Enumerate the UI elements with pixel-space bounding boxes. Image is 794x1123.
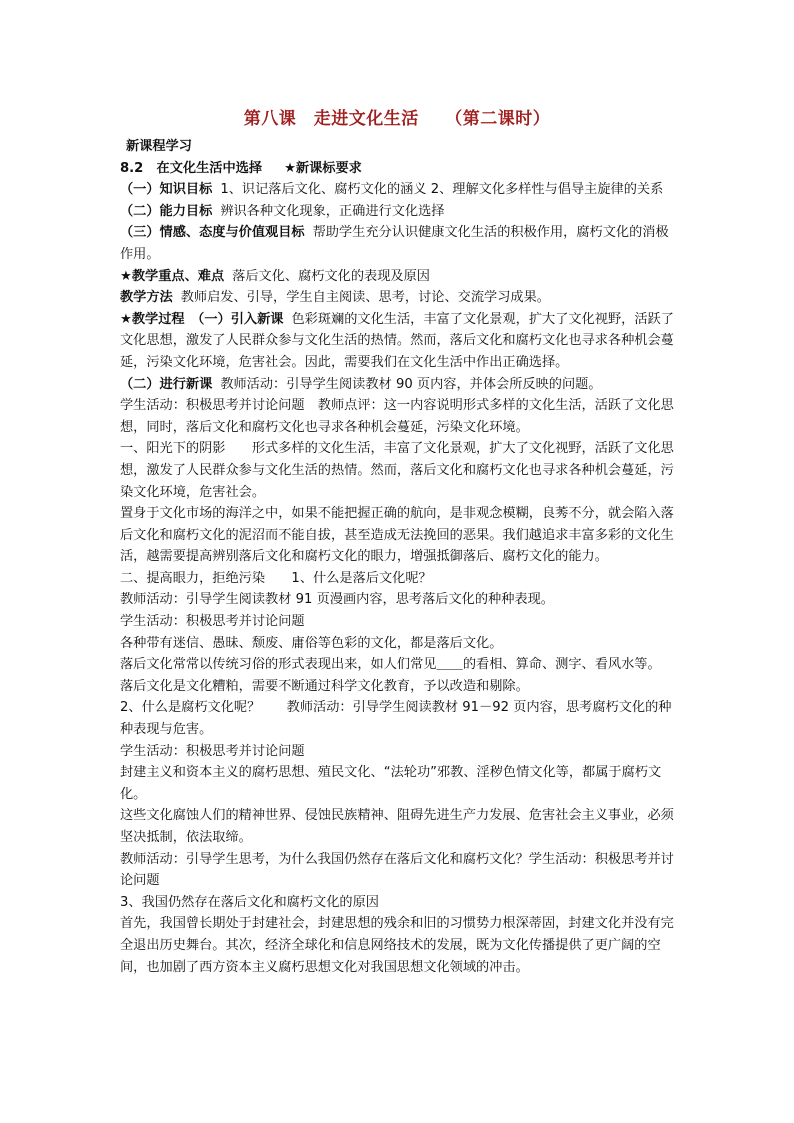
ability-goal: [120, 201, 680, 223]
paragraph: 教师活动：引导学生阅读教材 91 页漫画内容，思考落后文化的种种表现。: [120, 592, 554, 608]
section-heading: [120, 158, 680, 180]
section-requirement: ★新课标要求: [284, 160, 362, 176]
paragraph: 教师活动：引导学生思考，为什么我国仍然存在落后文化和腐朽文化？学生活动：积极思考并讨论问题: [120, 851, 674, 889]
new-lesson-head: （二）进行新课: [120, 376, 213, 392]
key-points-text: 落后文化、腐朽文化的表现及原因: [232, 268, 430, 284]
teaching-process: [120, 309, 680, 374]
paragraph: 置身于文化市场的海洋之中，如果不能把握正确的航向，是非观念模糊，良莠不分，就会陷入落后文化和腐朽文化的泥沼而不能自拔，甚至造成无法挽回的恶果。我们越追求丰富多彩的文化生活，越需要提高辨别落后文化和腐朽文化的眼力，增强抵御落后、腐朽文化的能力。: [120, 506, 674, 565]
paragraph: 学生活动：积极思考并讨论问题 教师点评：这一内容说明形式多样的文化生活，活跃了文化思想，同时，落后文化和腐朽文化也寻求各种机会蔓延，污染文化环境。: [120, 398, 674, 435]
knowledge-goal-text: 1、识记落后文化、腐朽文化的涵义 2、理解文化多样性与倡导主旋律的关系: [220, 182, 664, 198]
key-points: [120, 266, 680, 288]
emotion-goal-text: 帮助学生充分认识健康文化生活的积极作用，腐朽文化的消极作用。: [120, 225, 669, 262]
paragraph: 3、我国仍然存在落后文化和腐朽文化的原因: [120, 894, 379, 910]
teaching-method-head: 教学方法: [120, 290, 173, 306]
document-body: [120, 136, 680, 978]
paragraph: 二、提高眼力，拒绝污染 1、什么是落后文化呢？: [120, 570, 432, 586]
knowledge-goal: [120, 179, 680, 201]
teaching-process-text: 色彩斑斓的文化生活，丰富了文化景观，扩大了文化视野，活跃了文化思想，激发了人民群众参与文化生活的热情。然而，落后文化和腐朽文化也寻求各种机会蔓延，污染文化环境，危害社会。因此，需要我们在文化生活中作出正确选择。: [120, 311, 674, 370]
new-lesson: [120, 374, 680, 396]
teaching-method: [120, 287, 680, 309]
page-title: 第八课 走进文化生活 （第二课时）: [243, 109, 551, 129]
paragraph: 落后文化是文化糟粕，需要不断通过科学文化教育，予以改造和剔除。: [120, 678, 529, 694]
paragraph: 2、什么是腐朽文化呢？ 教师活动：引导学生阅读教材 91－92 页内容，思考腐朽文化的种种表现与危害。: [120, 700, 672, 738]
teaching-process-head: ★教学过程 （一）引入新课: [120, 311, 284, 327]
paragraph: 首先，我国曾长期处于封建社会，封建思想的残余和旧的习惯势力根深蒂固，封建文化并没有完全退出历史舞台。其次，经济全球化和信息网络技术的发展，既为文化传播提供了更广阔的空间，也加剧了西方资本主义腐朽思想文化对我国思想文化领域的冲击。: [120, 916, 674, 975]
paragraph: 这些文化腐蚀人们的精神世界、侵蚀民族精神、阻碍先进生产力发展、危害社会主义事业，必须坚决抵制，依法取缔。: [120, 808, 674, 845]
emotion-goal-head: （三）情感、态度与价值观目标: [120, 225, 305, 241]
paragraph: 各种带有迷信、愚昧、颓废、庸俗等色彩的文化，都是落后文化。: [120, 635, 503, 651]
emotion-goal: [120, 222, 680, 265]
knowledge-goal-head: （一）知识目标: [120, 182, 213, 198]
paragraph: 学生活动：积极思考并讨论问题: [120, 614, 305, 630]
teaching-method-text: 教师启发、引导，学生自主阅读、思考，讨论、交流学习成果。: [180, 290, 550, 306]
ability-goal-head: （二）能力目标: [120, 203, 213, 219]
paragraph: 一、阳光下的阴影 形式多样的文化生活，丰富了文化景观，扩大了文化视野，活跃了文化思想，激发了人民群众参与文化生活的热情。然而，落后文化和腐朽文化也寻求各种机会蔓延，污染文化环境，危害社会。: [120, 441, 674, 500]
paragraph: 封建主义和资本主义的腐朽思想、殖民文化、“法轮功”邪教、淫秽色情文化等，都属于腐朽文化。: [120, 765, 662, 802]
subtitle: 新课程学习: [126, 139, 192, 154]
ability-goal-text: 辨识各种文化现象，正确进行文化选择: [220, 203, 445, 219]
paragraph: 学生活动：积极思考并讨论问题: [120, 743, 305, 759]
key-points-head: ★教学重点、难点: [120, 268, 225, 284]
new-lesson-text: 教师活动：引导学生阅读教材 90 页内容，并体会所反映的问题。: [220, 376, 602, 392]
section-title: 8.2 在文化生活中选择: [120, 160, 263, 176]
paragraph: 落后文化常常以传统习俗的形式表现出来，如人们常见＿＿的看相、算命、测字、看风水等。: [120, 657, 661, 673]
